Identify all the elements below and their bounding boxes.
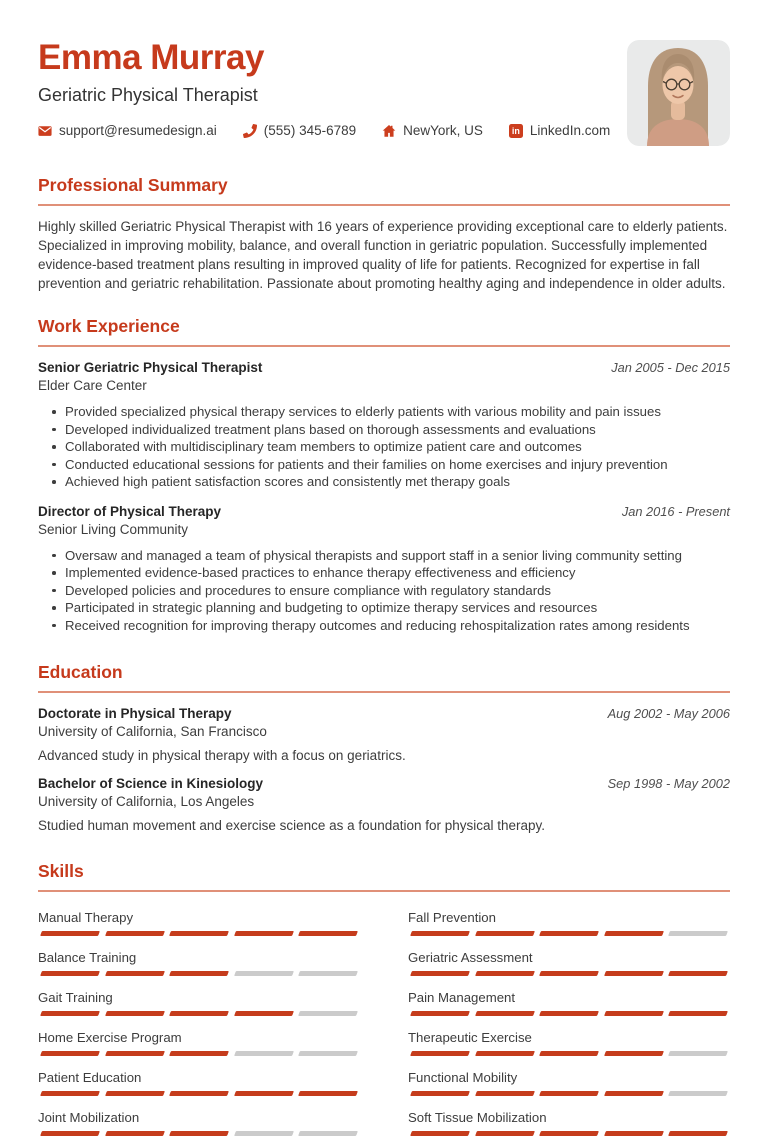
- skill-bar-segment: [475, 1011, 534, 1016]
- skill-bar-segment: [234, 1131, 293, 1136]
- skill-item: [408, 910, 730, 936]
- header-text-block: [38, 38, 610, 138]
- skill-level-bar: [408, 1011, 730, 1016]
- skill-name: Therapeutic Exercise: [408, 1030, 532, 1045]
- skill-bar-segment: [105, 931, 164, 936]
- job-bullet: Collaborated with multidisciplinary team members to optimize patient care and outcomes: [65, 438, 730, 456]
- profile-photo-illustration: [627, 40, 730, 146]
- skill-bar-segment: [539, 971, 598, 976]
- education-date: Aug 2002 - May 2006: [607, 706, 730, 721]
- skill-bar-segment: [410, 1131, 469, 1136]
- summary-text: Highly skilled Geriatric Physical Therapist with 16 years of experience providing exceptional care to elderly patients. Specialized in improving mobility, balance, and overall function in geriatric population. Successfully implemented evidence-based treatment plans resulting in improved quality of life for patients. Recognized for expertise in fall prevention and geriatric rehabilitation. Passionate about promoting healthy aging and independence in older adults.: [38, 219, 728, 291]
- skill-bar-segment: [234, 1051, 293, 1056]
- skill-name: Gait Training: [38, 990, 113, 1005]
- skill-bar-segment: [604, 1131, 663, 1136]
- skill-item: [408, 990, 730, 1016]
- skill-bar-segment: [298, 931, 357, 936]
- section-work-experience: [38, 316, 730, 634]
- skill-item: [38, 950, 360, 976]
- skill-item: [408, 1070, 730, 1096]
- skill-level-bar: [38, 1091, 360, 1096]
- job-bullet: Provided specialized physical therapy services to elderly patients with various mobility and pain issues: [65, 403, 730, 421]
- person-name: Emma Murray: [38, 38, 264, 77]
- skill-bar-segment: [410, 971, 469, 976]
- job-company: Senior Living Community: [38, 521, 189, 537]
- contact-email-text: support@resumedesign.ai: [59, 123, 217, 138]
- skill-bar-segment: [169, 931, 228, 936]
- skill-bar-segment: [475, 1051, 534, 1056]
- contact-linkedin-text: LinkedIn.com: [529, 123, 611, 138]
- phone-icon: [243, 124, 257, 138]
- skill-item: [38, 1070, 360, 1096]
- skill-bar-segment: [475, 1131, 534, 1136]
- contact-phone-text: (555) 345-6789: [263, 123, 357, 138]
- skills-column-left: [38, 896, 360, 1136]
- skill-level-bar: [408, 1131, 730, 1136]
- skill-level-bar: [38, 1131, 360, 1136]
- education-heading: Education: [38, 662, 730, 693]
- skill-item: [408, 950, 730, 976]
- skill-bar-segment: [40, 1011, 99, 1016]
- skill-name: Manual Therapy: [38, 910, 134, 925]
- skill-bar-segment: [410, 931, 469, 936]
- skill-item: [38, 1110, 360, 1136]
- job-bullet-list: [38, 403, 730, 491]
- linkedin-icon: in: [509, 124, 523, 138]
- skill-bar-segment: [169, 1011, 228, 1016]
- job-bullet-list: [38, 547, 730, 635]
- section-education: [38, 662, 730, 833]
- skill-bar-segment: [234, 1011, 293, 1016]
- skill-level-bar: [408, 971, 730, 976]
- skill-bar-segment: [298, 1011, 357, 1016]
- job-bullet: Developed policies and procedures to ensure compliance with regulatory standards: [65, 582, 730, 600]
- skill-bar-segment: [234, 1091, 293, 1096]
- skill-bar-segment: [40, 1131, 99, 1136]
- skills-heading: Skills: [38, 861, 730, 892]
- school-name: University of California, San Francisco: [38, 724, 267, 739]
- skill-name: Home Exercise Program: [38, 1030, 182, 1045]
- skill-bar-segment: [234, 971, 293, 976]
- degree-title: Bachelor of Science in Kinesiology: [38, 776, 264, 791]
- skill-level-bar: [38, 971, 360, 976]
- contact-phone[interactable]: [243, 123, 356, 138]
- skill-bar-segment: [668, 1051, 727, 1056]
- skills-column-right: [408, 896, 730, 1136]
- skill-bar-segment: [604, 971, 663, 976]
- job-entry: [38, 360, 730, 491]
- education-description: Studied human movement and exercise science as a foundation for physical therapy.: [38, 818, 546, 833]
- skill-bar-segment: [105, 1131, 164, 1136]
- skill-name: Patient Education: [38, 1070, 142, 1085]
- skill-level-bar: [408, 1091, 730, 1096]
- contact-email[interactable]: [38, 123, 217, 138]
- job-bullet: Conducted educational sessions for patients and their families on home exercises and injury prevention: [65, 456, 730, 474]
- skill-name: Soft Tissue Mobilization: [408, 1110, 547, 1125]
- skill-bar-segment: [298, 1051, 357, 1056]
- skill-bar-segment: [410, 1011, 469, 1016]
- skill-bar-segment: [105, 1051, 164, 1056]
- skill-name: Balance Training: [38, 950, 137, 965]
- section-skills: [38, 861, 730, 1136]
- skill-bar-segment: [539, 931, 598, 936]
- skill-name: Fall Prevention: [408, 910, 496, 925]
- skill-level-bar: [38, 1051, 360, 1056]
- contact-row: [38, 123, 610, 138]
- skill-bar-segment: [169, 1131, 228, 1136]
- job-title: Director of Physical Therapy: [38, 503, 222, 519]
- job-bullet: Implemented evidence-based practices to enhance therapy effectiveness and efficiency: [65, 564, 730, 582]
- school-name: University of California, Los Angeles: [38, 794, 255, 809]
- skill-bar-segment: [169, 1051, 228, 1056]
- skill-bar-segment: [40, 1051, 99, 1056]
- skill-bar-segment: [105, 1091, 164, 1096]
- job-date: Jan 2005 - Dec 2015: [611, 360, 730, 375]
- skill-bar-segment: [410, 1051, 469, 1056]
- skill-item: [38, 1030, 360, 1056]
- skill-bar-segment: [604, 1051, 663, 1056]
- contact-location: [382, 123, 483, 138]
- skill-item: [408, 1030, 730, 1056]
- summary-heading: Professional Summary: [38, 175, 730, 206]
- skill-level-bar: [38, 1011, 360, 1016]
- skill-bar-segment: [40, 971, 99, 976]
- skill-bar-segment: [668, 1091, 727, 1096]
- education-entry: [38, 706, 730, 763]
- contact-linkedin[interactable]: [509, 123, 610, 138]
- skill-bar-segment: [475, 1091, 534, 1096]
- section-professional-summary: [38, 175, 730, 293]
- job-bullet: Participated in strategic planning and budgeting to optimize therapy services and resources: [65, 599, 730, 617]
- skill-bar-segment: [539, 1091, 598, 1096]
- skill-name: Joint Mobilization: [38, 1110, 140, 1125]
- skill-level-bar: [38, 931, 360, 936]
- job-bullet: Achieved high patient satisfaction scores and consistently met therapy goals: [65, 473, 730, 491]
- skill-bar-segment: [298, 1091, 357, 1096]
- skill-level-bar: [408, 1051, 730, 1056]
- skill-bar-segment: [539, 1011, 598, 1016]
- email-icon: [38, 124, 52, 138]
- profile-photo: [627, 40, 730, 146]
- skill-bar-segment: [604, 1091, 663, 1096]
- skill-bar-segment: [475, 971, 534, 976]
- skill-bar-segment: [604, 1011, 663, 1016]
- skill-bar-segment: [105, 971, 164, 976]
- degree-title: Doctorate in Physical Therapy: [38, 706, 232, 721]
- skill-level-bar: [408, 931, 730, 936]
- skill-bar-segment: [298, 971, 357, 976]
- job-bullet: Developed individualized treatment plans based on thorough assessments and evaluations: [65, 421, 730, 439]
- skill-bar-segment: [668, 1011, 727, 1016]
- skill-name: Functional Mobility: [408, 1070, 518, 1085]
- person-job-title: Geriatric Physical Therapist: [38, 85, 258, 105]
- skill-bar-segment: [539, 1051, 598, 1056]
- skill-bar-segment: [169, 1091, 228, 1096]
- skill-item: [38, 910, 360, 936]
- skill-bar-segment: [668, 971, 727, 976]
- job-bullet: Oversaw and managed a team of physical therapists and support staff in a senior living community setting: [65, 547, 730, 565]
- skill-bar-segment: [668, 1131, 727, 1136]
- job-company: Elder Care Center: [38, 378, 147, 393]
- skill-bar-segment: [40, 931, 99, 936]
- contact-location-text: NewYork, US: [403, 123, 483, 138]
- skill-bar-segment: [298, 1131, 357, 1136]
- header: [38, 38, 730, 146]
- skill-bar-segment: [410, 1091, 469, 1096]
- job-date: Jan 2016 - Present: [621, 503, 730, 519]
- experience-heading: Work Experience: [38, 316, 730, 347]
- skill-bar-segment: [475, 931, 534, 936]
- skill-name: Pain Management: [408, 990, 516, 1005]
- education-description: Advanced study in physical therapy with a focus on geriatrics.: [38, 748, 406, 763]
- job-bullet: Received recognition for improving therapy outcomes and reducing rehospitalization rates among residents: [65, 617, 730, 635]
- skill-name: Geriatric Assessment: [408, 950, 533, 965]
- skills-grid: [38, 896, 730, 1136]
- education-entry: [38, 776, 730, 833]
- skill-bar-segment: [604, 931, 663, 936]
- skill-bar-segment: [105, 1011, 164, 1016]
- education-date: Sep 1998 - May 2002: [607, 776, 730, 791]
- job-title: Senior Geriatric Physical Therapist: [38, 360, 263, 375]
- skill-bar-segment: [169, 971, 228, 976]
- skill-item: [38, 990, 360, 1016]
- skill-bar-segment: [539, 1131, 598, 1136]
- skill-item: [408, 1110, 730, 1136]
- home-icon: [382, 124, 396, 138]
- skill-bar-segment: [668, 931, 727, 936]
- job-entry: [38, 504, 730, 635]
- skill-bar-segment: [234, 931, 293, 936]
- skill-bar-segment: [40, 1091, 99, 1096]
